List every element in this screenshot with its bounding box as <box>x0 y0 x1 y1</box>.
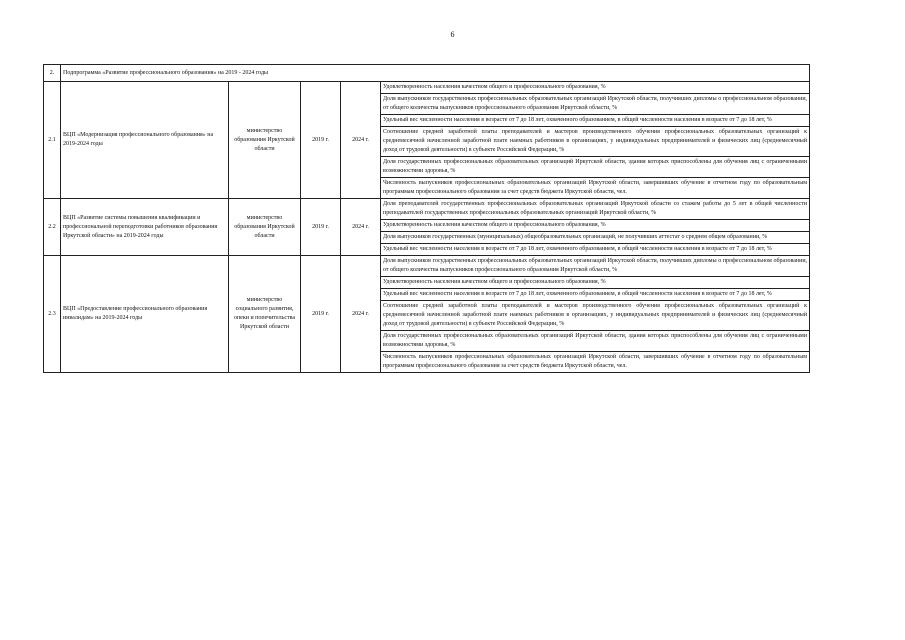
indicator-row <box>44 199 810 220</box>
indicator-text: Численность выпускников профессиональных образовательных организаций Иркутской области, завершивших обучение в отчетном году по образовательным программам профессионального образования за счет средств бюджета Иркутской области, чел. <box>381 352 810 373</box>
indicator-text: Доля выпускников государственных профессиональных образовательных организаций Иркутской области, получивших дипломы о профессиональном образовании, от общего количества выпускников профессионального образования Иркутской области, % <box>381 94 810 115</box>
program-name: ВЦП «Предоставление профессионального образования инвалидам» на 2019-2024 годы <box>61 256 229 373</box>
indicator-text: Соотношение средней заработной платы преподавателей и мастеров производственного обучения профессиональных образовательных организаций к среднемесячной начисленной заработной плате наемных работников в организациях, у индивидуальных предпринимателей и физических лиц (среднемесячный доход от трудовой деятельности) в субъекте Российской Федерации, % <box>381 301 810 331</box>
subprogram-title: Подпрограмма «Развитие профессионального образования» на 2019 - 2024 годы <box>61 65 810 82</box>
indicator-text: Удельный вес численности населения в возрасте от 7 до 18 лет, охваченного образованием, в общей численности населения в возрасте от 7 до 18 лет, % <box>381 244 810 256</box>
program-number: 2.1 <box>44 82 61 199</box>
indicator-text: Численность выпускников профессиональных образовательных организаций Иркутской области, завершивших обучение в отчетном году по образовательным программам профессионального образования за счет средств бюджета Иркутской области, чел. <box>381 178 810 199</box>
program-name: ВЦП «Модернизация профессионального образования» на 2019-2024 годы <box>61 82 229 199</box>
program-table <box>43 64 810 373</box>
program-number: 2.3 <box>44 256 61 373</box>
indicator-text: Удельный вес численности населения в возрасте от 7 до 18 лет, охваченного образованием, в общей численности населения в возрасте от 7 до 18 лет, % <box>381 289 810 301</box>
indicator-text: Удовлетворенность населения качеством общего и профессионального образования, % <box>381 82 810 94</box>
program-end-year: 2024 г. <box>341 199 381 256</box>
indicator-row <box>44 256 810 277</box>
indicator-text: Доля государственных профессиональных образовательных организаций Иркутской области, здания которых приспособлены для обучения лиц с ограниченными возможностями здоровья, % <box>381 331 810 352</box>
subprogram-number: 2. <box>44 65 61 82</box>
indicator-text: Соотношение средней заработной платы преподавателей и мастеров производственного обучения профессиональных образовательных организаций к среднемесячной начисленной заработной плате наемных работников в организациях, у индивидуальных предпринимателей и физических лиц (среднемесячный доход от трудовой деятельности) в субъекте Российской Федерации, % <box>381 127 810 157</box>
program-end-year: 2024 г. <box>341 256 381 373</box>
program-start-year: 2019 г. <box>301 199 341 256</box>
indicator-text: Доля выпускников государственных профессиональных образовательных организаций Иркутской области, получивших дипломы о профессиональном образовании, от общего количества выпускников профессионального образования Иркутской области, % <box>381 256 810 277</box>
program-name: ВЦП «Развитие системы повышения квалификации и профессиональной переподготовки работников образования Иркутской области» на 2019-2024 годы <box>61 199 229 256</box>
indicator-text: Доля государственных профессиональных образовательных организаций Иркутской области, здания которых приспособлены для обучения лиц с ограниченными возможностями здоровья, % <box>381 157 810 178</box>
indicator-row <box>44 82 810 94</box>
program-number: 2.2 <box>44 199 61 256</box>
indicator-text: Доля выпускников государственных (муниципальных) общеобразовательных организаций, не получивших аттестат о среднем общем образовании, % <box>381 232 810 244</box>
subprogram-row <box>44 65 810 82</box>
indicator-text: Удовлетворенность населения качеством общего и профессионального образования, % <box>381 277 810 289</box>
program-start-year: 2019 г. <box>301 256 341 373</box>
program-ministry: министерство социального развития, опеки и попечительства Иркутской области <box>229 256 301 373</box>
indicator-text: Удельный вес численности населения в возрасте от 7 до 18 лет, охваченного образованием, в общей численности населения в возрасте от 7 до 18 лет, % <box>381 115 810 127</box>
page-number: 6 <box>450 30 455 39</box>
program-ministry: министерство образования Иркутской области <box>229 199 301 256</box>
program-start-year: 2019 г. <box>301 82 341 199</box>
program-end-year: 2024 г. <box>341 82 381 199</box>
indicator-text: Удовлетворенность населения качеством общего и профессионального образования, % <box>381 220 810 232</box>
indicator-text: Доля преподавателей государственных профессиональных образовательных организаций Иркутской области со стажем работы до 5 лет в общей численности преподавателей государственных профессиональных образовательных организаций Иркутской области, % <box>381 199 810 220</box>
program-ministry: министерство образования Иркутской области <box>229 82 301 199</box>
